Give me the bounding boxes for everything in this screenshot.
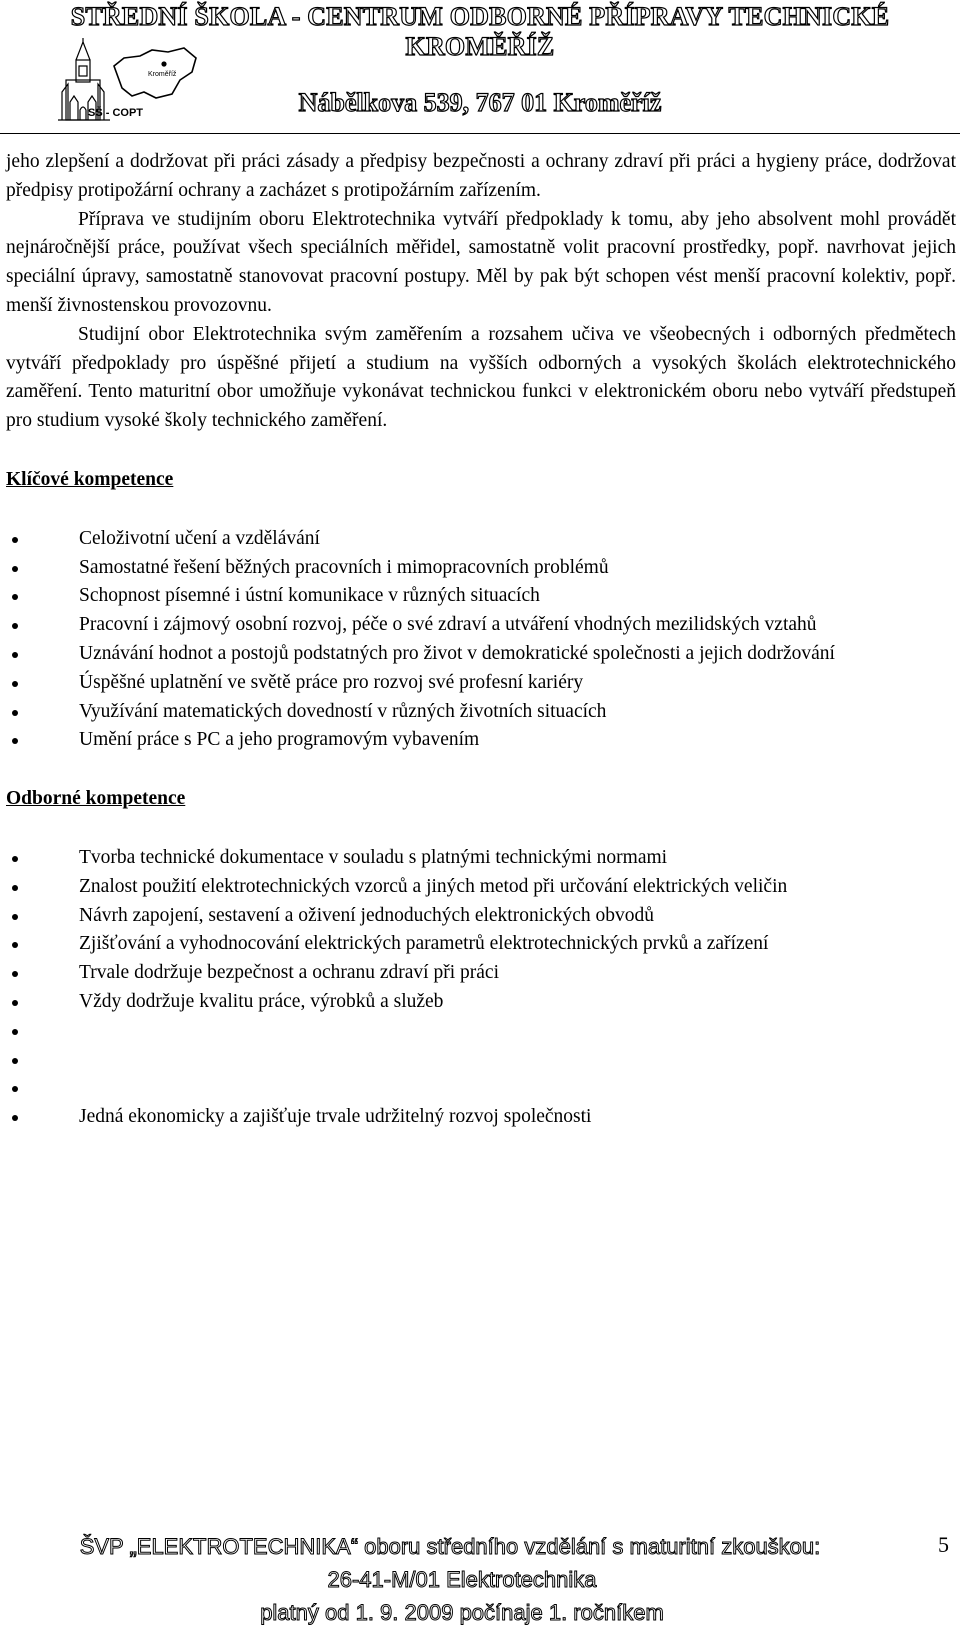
bullet-icon (12, 681, 18, 687)
school-name-line2: KROMĚŘÍŽ (405, 32, 555, 61)
city-dot (161, 61, 166, 66)
footer-program-title: ŠVP „ELEKTROTECHNIKA“ oboru středního vzdělání s maturitní zkouškou: (79, 1534, 821, 1559)
bullet-icon (12, 537, 18, 543)
list-item: Návrh zapojení, sestavení a oživení jednoduchých elektronických obvodů (6, 902, 956, 931)
bullet-icon (12, 942, 18, 948)
professional-competences-list (6, 844, 956, 1132)
list-item: Schopnost písemné i ústní komunikace v různých situacích (6, 582, 956, 611)
list-item: Tvorba technické dokumentace v souladu s platnými technickými normami (6, 844, 956, 873)
bullet-icon (12, 710, 18, 716)
bullet-icon (12, 856, 18, 862)
section-heading-key-competences: Klíčové kompetence (6, 468, 174, 490)
bullet-icon (12, 914, 18, 920)
bullet-icon (12, 594, 18, 600)
page-number: 5 (938, 1532, 949, 1557)
list-item: Trvale dodržuje bezpečnost a ochranu zdraví při práci (6, 959, 956, 988)
bullet-icon (12, 566, 18, 572)
list-item: Celoživotní učení a vzdělávání (6, 525, 956, 554)
list-item-empty (6, 1017, 956, 1046)
bullet-icon (12, 1058, 18, 1064)
list-item: Využívání matematických dovedností v různých životních situacích (6, 698, 956, 727)
bullet-icon (12, 1086, 18, 1092)
page-header (0, 0, 960, 140)
list-item: Zjišťování a vyhodnocování elektrických parametrů elektrotechnických prvků a zařízení (6, 930, 956, 959)
footer-program-code: 26-41-M/01 Elektrotechnika (327, 1567, 597, 1592)
map-city-label: Kroměříž (148, 71, 177, 78)
list-item: Vždy dodržuje kvalitu práce, výrobků a služeb (6, 988, 956, 1017)
school-address: Nábělkova 539, 767 01 Kroměříž (298, 88, 662, 117)
paragraph-continuation: jeho zlepšení a dodržovat při práci zásady a předpisy bezpečnosti a ochrany zdraví při práci a hygieny práce, dodržovat předpisy protipožární ochrany a zacházet s protipožárním zařízením. (6, 151, 956, 201)
list-item: Pracovní i zájmový osobní rozvoj, péče o své zdraví a utváření vhodných mezilidských vztahů (6, 611, 956, 640)
bullet-icon (12, 885, 18, 891)
key-competences-list (6, 525, 956, 755)
header-divider (0, 133, 960, 134)
bullet-icon (12, 652, 18, 658)
bullet-icon (12, 971, 18, 977)
footer-validity: platný od 1. 9. 2009 počínaje 1. ročníkem (260, 1600, 664, 1625)
school-name-line1: STŘEDNÍ ŠKOLA - CENTRUM ODBORNÉ PŘÍPRAVY TECHNICKÉ (70, 2, 890, 31)
list-item: Znalost použití elektrotechnických vzorců a jiných metod při určování elektrických veličin (6, 873, 956, 902)
bullet-icon (12, 623, 18, 629)
list-item: Jedná ekonomicky a zajišťuje trvale udržitelný rozvoj společnosti (6, 1103, 956, 1132)
document-body (6, 148, 956, 1132)
bullet-icon (12, 1000, 18, 1006)
section-heading-professional-competences: Odborné kompetence (6, 788, 186, 810)
paragraph-preparation: Příprava ve studijním oboru Elektrotechnika vytváří předpoklady k tomu, aby jeho absolvent mohl provádět nejnáročnější práce, používat všech speciálních měřidel, samostatně volit pracovní prostředky, popř. navrhovat jejich speciální úpravy, samostatně stanovovat pracovní postupy. Měl by pak být schopen vést menší pracovní kolektiv, popř. menší živnostenskou provozovnu. (6, 208, 956, 316)
logo-caption: SŠ - COPT (88, 107, 144, 119)
list-item: Umění práce s PC a jeho programovým vybavením (6, 726, 956, 755)
bullet-icon (12, 1029, 18, 1035)
list-item: Úspěšné uplatnění ve světě práce pro rozvoj své profesní kariéry (6, 669, 956, 698)
list-item-empty (6, 1074, 956, 1103)
page-footer (0, 1532, 960, 1626)
bullet-icon (12, 738, 18, 744)
list-item: Samostatné řešení běžných pracovních i mimopracovních problémů (6, 554, 956, 583)
list-item-empty (6, 1046, 956, 1075)
paragraph-study-field: Studijní obor Elektrotechnika svým zaměřením a rozsahem učiva ve všeobecných i odborných předmětech vytváří předpoklady pro úspěšné přijetí a studium na vyšších odborných a vysokých školách elektrotechnického zaměření. Tento maturitní obor umožňuje vykonávat technickou funkci v elektronickém oboru nebo vytváří předstupeň pro studium vysoké školy technického zaměření. (6, 323, 956, 432)
list-item: Uznávání hodnot a postojů podstatných pro život v demokratické společnosti a jejich dodržování (6, 640, 956, 669)
bullet-icon (12, 1115, 18, 1121)
